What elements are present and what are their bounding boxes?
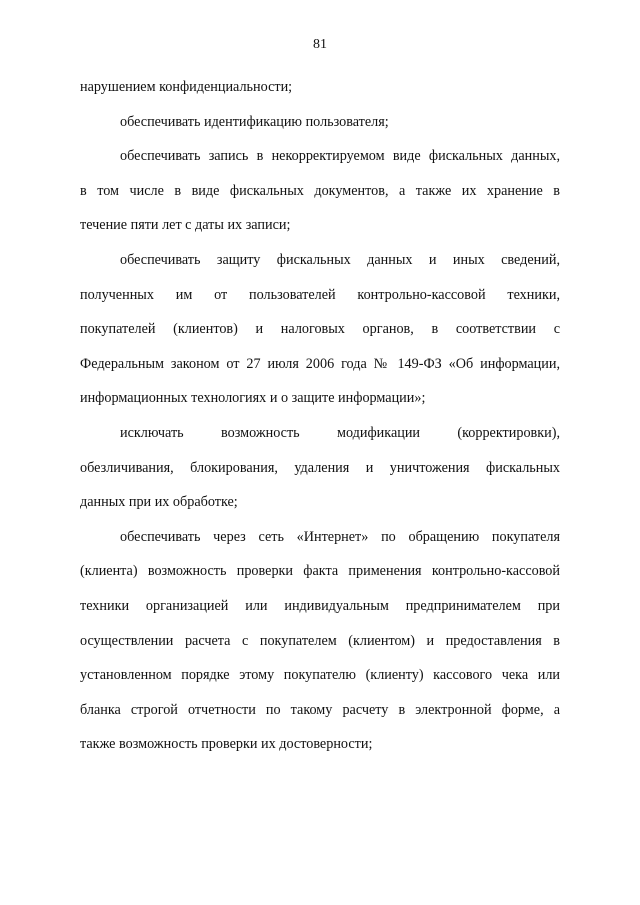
text-line: нарушением конфиденциальности; xyxy=(80,79,293,95)
text-line: полученных им от пользователей контрольно-кассовой техники, xyxy=(80,286,560,303)
text-line: Федеральным законом от 27 июля 2006 года № 149-ФЗ «Об информации, xyxy=(80,355,560,372)
page-number: 81 xyxy=(313,37,327,52)
text-line: (клиента) возможность проверки факта применения контрольно-кассовой xyxy=(80,563,560,580)
text-line: обеспечивать защиту фискальных данных и иных сведений, xyxy=(120,251,560,268)
text-line: исключать возможность модификации (корректировки), xyxy=(120,424,560,441)
text-line: обеспечивать через сеть «Интернет» по обращению покупателя xyxy=(120,528,560,545)
document-body xyxy=(80,75,560,767)
text-line: обеспечивать запись в некорректируемом виде фискальных данных, xyxy=(120,148,560,165)
text-line: обеспечивать идентификацию пользователя; xyxy=(120,113,389,130)
text-line: осуществлении расчета с покупателем (клиентом) и предоставления в xyxy=(80,632,560,649)
text-line: покупателей (клиентов) и налоговых органов, в соответствии с xyxy=(80,321,560,338)
text-line: данных при их обработке; xyxy=(80,494,238,511)
text-line: информационных технологиях и о защите информации»; xyxy=(80,390,426,407)
text-line: в том числе в виде фискальных документов, а также их хранение в xyxy=(80,182,560,199)
text-line: установленном порядке этому покупателю (клиенту) кассового чека или xyxy=(80,667,560,684)
text-line: техники организацией или индивидуальным предпринимателем при xyxy=(80,597,560,614)
text-line: течение пяти лет с даты их записи; xyxy=(80,217,291,234)
text-line: также возможность проверки их достоверности; xyxy=(80,736,373,753)
text-line: бланка строгой отчетности по такому расчету в электронной форме, а xyxy=(80,701,560,718)
text-line: обезличивания, блокирования, удаления и уничтожения фискальных xyxy=(80,459,560,476)
